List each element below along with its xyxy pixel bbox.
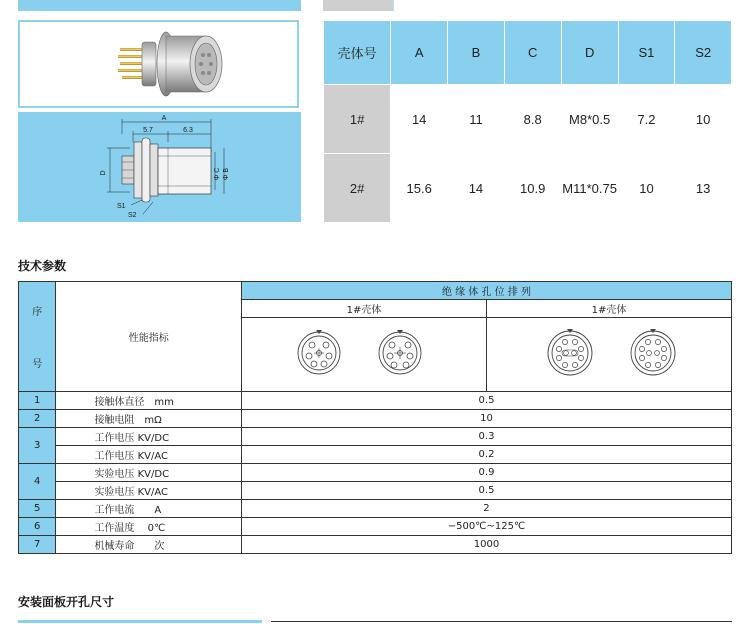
dim-label-57: 5.7	[143, 127, 153, 134]
tech-row-label: 实验电压 KV/AC	[56, 482, 242, 500]
seq-header	[19, 282, 56, 392]
previous-panel-strip	[18, 0, 301, 11]
tech-row-no: 6	[19, 518, 56, 536]
pin-layout-diagram-right	[487, 318, 731, 388]
tech-row-value: 2	[241, 500, 731, 518]
pin-layout-diagram-left	[242, 318, 486, 388]
dim-row	[324, 154, 732, 223]
dim-cell: M11*0.75	[561, 154, 618, 223]
tech-row-no: 5	[19, 500, 56, 518]
dim-label-c: Φ C	[214, 167, 221, 181]
dim-header-d: D	[561, 21, 618, 85]
tech-row-label: 实验电压 KV/DC	[56, 464, 242, 482]
dim-cell: 10.9	[504, 154, 561, 223]
insert-layout-right	[486, 318, 731, 392]
tech-row-no: 4	[19, 464, 56, 500]
insert-layout-left	[241, 318, 486, 392]
tech-row-label: 机械寿命 次	[56, 536, 242, 554]
dimension-table-top-cap	[323, 0, 732, 11]
tech-row-no: 3	[19, 428, 56, 464]
dim-label-s2: S2	[128, 212, 137, 219]
dim-header-a: A	[391, 21, 448, 85]
dim-cell: 10	[675, 85, 732, 154]
tech-row-label: 工作电压 KV/AC	[56, 446, 242, 464]
tech-row-value: 0.9	[241, 464, 731, 482]
tech-row	[19, 392, 732, 410]
dim-label-a: A	[161, 115, 167, 122]
dim-label-b: Φ B	[223, 167, 230, 181]
tech-row	[19, 428, 732, 446]
tech-row-label: 接触体直径 mm	[56, 392, 242, 410]
tech-row-label: 工作电压 KV/DC	[56, 428, 242, 446]
dim-label-s1: S1	[117, 203, 126, 210]
tech-row-value: 0.3	[241, 428, 731, 446]
dimension-table	[323, 20, 732, 223]
tech-section-title: 技术参数	[18, 259, 67, 273]
tech-row	[19, 410, 732, 428]
dim-cell: 13	[675, 154, 732, 223]
tech-row-value: −500℃~125℃	[241, 518, 731, 536]
dim-cell: M8*0.5	[561, 85, 618, 154]
connector-photo	[18, 20, 299, 108]
tech-row-label: 工作电流 A	[56, 500, 242, 518]
tech-row	[19, 536, 732, 554]
tech-row-value: 10	[241, 410, 731, 428]
dim-cell: 7.2	[618, 85, 675, 154]
dim-header-s2: S2	[675, 21, 732, 85]
tech-row-no: 7	[19, 536, 56, 554]
tech-row-label: 工作温度 0℃	[56, 518, 242, 536]
dim-cell: 8.8	[504, 85, 561, 154]
dim-cell: 2#	[324, 154, 391, 223]
tech-row	[19, 482, 732, 500]
panel-section-title: 安装面板开孔尺寸	[18, 595, 115, 609]
seq-header-top: 序	[32, 307, 43, 318]
dim-header-shell: 壳体号	[324, 21, 391, 85]
tech-row	[19, 464, 732, 482]
perf-header: 性能指标	[56, 282, 242, 392]
dim-cell: 10	[618, 154, 675, 223]
dimension-drawing-lines	[18, 112, 301, 222]
seq-header-bottom: 号	[32, 359, 43, 370]
tech-row-no: 2	[19, 410, 56, 428]
shell-left-header: 1#壳体	[241, 300, 486, 318]
tech-row-label: 接触电阻 mΩ	[56, 410, 242, 428]
dim-header-b: B	[448, 21, 505, 85]
tech-row	[19, 446, 732, 464]
arrangement-header: 绝 缘 体 孔 位 排 列	[241, 282, 731, 300]
dim-cell: 11	[448, 85, 505, 154]
dim-cell: 15.6	[391, 154, 448, 223]
dim-header-s1: S1	[618, 21, 675, 85]
tech-row-value: 0.2	[241, 446, 731, 464]
shell-right-header: 1#壳体	[486, 300, 731, 318]
tech-row-no: 1	[19, 392, 56, 410]
connector-photo-illustration	[20, 22, 297, 106]
dim-row	[324, 85, 732, 154]
tech-row-value: 1000	[241, 536, 731, 554]
dim-cell: 1#	[324, 85, 391, 154]
tech-params-table	[18, 281, 732, 554]
dim-label-d: D	[100, 170, 107, 176]
tech-row	[19, 518, 732, 536]
tech-row	[19, 500, 732, 518]
dim-header-c: C	[504, 21, 561, 85]
tech-row-value: 0.5	[241, 482, 731, 500]
tech-row-value: 0.5	[241, 392, 731, 410]
dim-cell: 14	[448, 154, 505, 223]
dim-cell: 14	[391, 85, 448, 154]
dimension-drawing	[18, 112, 301, 222]
dim-label-63: 6.3	[183, 127, 193, 134]
